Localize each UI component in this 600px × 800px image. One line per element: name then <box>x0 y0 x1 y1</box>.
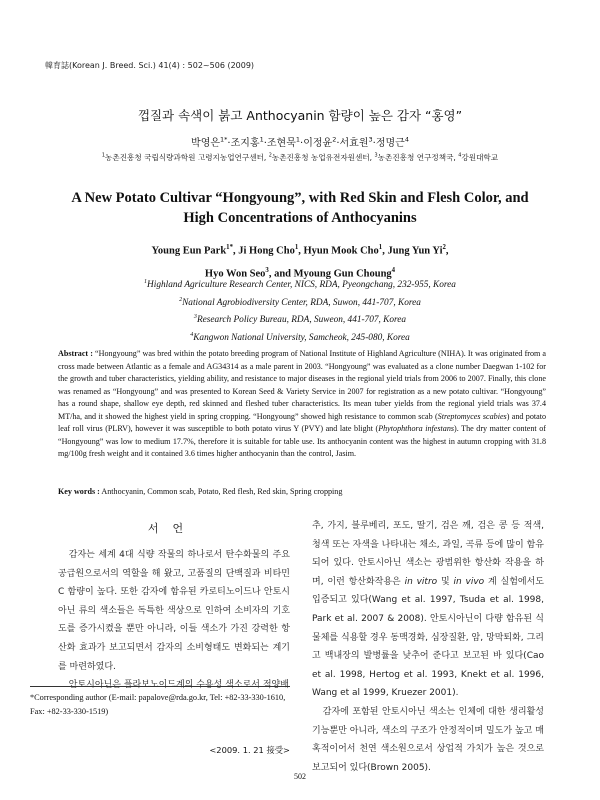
abstract <box>58 348 546 461</box>
affiliation-1: $^1$Highland Agriculture Research Center, NICS, RDA, Pyeongchang, 232-955, Korea <box>144 279 456 291</box>
korean-authors: 박영은$^{1*}$·조지홍$^1$·조현묵$^1$·이정윤$^2$·서효원$^3$·정명근$^4$ <box>191 135 409 149</box>
abstract-species-1: Streptomyces scabies <box>437 411 507 421</box>
right-text-1a: 추, 가지, 블루베리, 포도, 딸기, 검은 깨, 검은 콩 등 적색, 청색 또는 자색을 나타내는 채소, 과일, 곡류 등에 많이 함유되어 있다. 안토시아닌 색소는 광범위한 항산화 작용을 하며, 이런 항산화작용은 <box>312 521 544 587</box>
journal-citation: 韓育誌(Korean J. Breed. Sci.) 41(4) : 502~506 (2009) <box>45 61 255 70</box>
section-heading-introduction: 서언 <box>147 522 198 535</box>
abstract-text-2: ) and potato leaf roll virus (PLRV), however it was susceptible to both potato virus Y (PVY) and late blight ( <box>58 411 546 433</box>
affiliation-2: $^2$National Agrobiodiversity Center, RDA, Suwon, 441-707, Korea <box>179 296 421 308</box>
keywords-label: Key words : <box>58 487 100 496</box>
english-authors-line-2: Hyo Won Seo$^3$, and Myoung Gun Choung$^4$ <box>204 266 396 279</box>
right-italic-2: in vivo <box>453 576 485 587</box>
english-affiliations <box>20 275 580 345</box>
abstract-text-1: “Hongyoung” was bred within the potato breeding program of National Institute of Highland Agriculture (NIHA). It was originated from a cross made between Atlantic as a female and AG34314 as a male parent in 2003. “Hongyoung” was evaluated as a clone number Daegwan 1-102 for the growth and tuber characteristics, yielding ability, and resistance to major diseases in the regional yield trials from 2006 to 2007. Finally, this clone was renamed as “Hongyoung” and was presented to Korean Seed & Variety Service in 2007 for registration as a new potato cultivar. “Hongyoung” has a round shape, shallow eye depth, red skinned and fleshed tuber characteristics. Its mean tuber yields from the regional yield trials was 37.4 MT/ha, and it showed the highest yield in spring cropping. “Hongyoung” showed high resistance to common scab ( <box>58 349 546 421</box>
left-paragraph-1: 감자는 세계 4대 식량 작물의 하나로서 탄수화물의 주요 공급원으로서의 역할을 해 왔고, 고품질의 단백질과 비타민 C 함량이 높다. 또한 감자에 함유된 카로티노이드나 안토시아닌 류의 색소들은 독특한 색상으로 인하여 소비자의 기호도를 증가시켰을 뿐만 아니라, 이들 색소가 가진 강력한 항산화 효과가 보고되면서 감자의 소비형태도 변화되는 계기를 마련하였다. <box>58 550 290 672</box>
abstract-text-3: ). The dry matter content of “Hongyoung” was low to medium 17.7%, therefore it is suitable for table use. Its anthocyanin content was the highest in autumn cropping with 31.8 mg/100g fresh weight and it contained 3.6 times higher anthocyanin than the control, Jasim. <box>58 424 546 458</box>
corresponding-author-footnote: *Corresponding author (E-mail: papalove@rda.go.kr, Tel: +82-33-330-1610, Fax: +82-33-330-1519) <box>30 693 286 716</box>
page-number: 502 <box>294 772 306 781</box>
right-italic-1: in vitro <box>404 576 438 587</box>
abstract-species-2: Phytophthora infestans <box>378 424 455 433</box>
left-paragraph-2: 안토시아닌은 플라보노이드계의 수용성 색소로서 적양배 <box>68 680 289 691</box>
english-title <box>20 188 580 228</box>
abstract-label: Abstract : <box>58 349 93 358</box>
korean-affiliations: $^1$농촌진흥청 국립식량과학원 고령지농업연구센터, $^2$농촌진흥청 농업유전자원센터, $^3$농촌진흥청 연구정책국, $^4$강원대학교 <box>101 152 499 162</box>
right-column <box>312 517 544 777</box>
received-date: <2009. 1. 21 接受> <box>209 745 290 755</box>
english-title-line-1: A New Potato Cultivar “Hongyoung”, with Red Skin and Flesh Color, and <box>71 190 529 206</box>
right-text-1c: 계 실험에서도 입증되고 있다(Wang et al. 1997, Tsuda et al. 1998, Park et al. 2007 & 2008). 안토시아닌이 다량 함유된 식물체를 식용할 경우 동맥경화, 심장질환, 암, 망막퇴화, 그리고 백내장의 발병률을 낮추어 준다고 보고된 바 있다(Cao et al. 1998, Hertog et al. 1993, Knekt et al. 1996, Wang et al 1999, Kruezer 2001). <box>312 576 544 699</box>
left-column <box>58 546 290 695</box>
korean-title: 껍질과 속색이 붉고 Anthocyanin 함량이 높은 감자 “홍영” <box>137 108 463 123</box>
keywords <box>58 487 546 496</box>
affiliation-4: $^4$Kangwon National University, Samcheok, 245-080, Korea <box>190 331 410 343</box>
english-title-line-2: High Concentrations of Anthocyanins <box>183 210 417 226</box>
right-paragraph-2: 감자에 포함된 안토시아닌 색소는 인체에 대한 생리활성 기능뿐만 아니라, 색소의 구조가 안정적이며 밀도가 높고 매혹적이어서 천연 색소원으로서 상업적 가치가 높은 것으로 보고되어 있다(Brown 2005). <box>312 706 544 773</box>
footnote-divider <box>30 686 290 687</box>
affiliation-3: $^3$Research Policy Bureau, RDA, Suweon, 441-707, Korea <box>193 314 407 326</box>
right-paragraph-1 <box>312 517 544 703</box>
english-authors-line-1: Young Eun Park$^{1*}$, Ji Hong Cho$^1$, Hyun Mook Cho$^1$, Jung Yun Yi$^2$, <box>151 244 449 257</box>
right-text-1b: 및 <box>437 576 454 587</box>
keywords-text: Anthocyanin, Common scab, Potato, Red flesh, Red skin, Spring cropping <box>99 487 343 496</box>
